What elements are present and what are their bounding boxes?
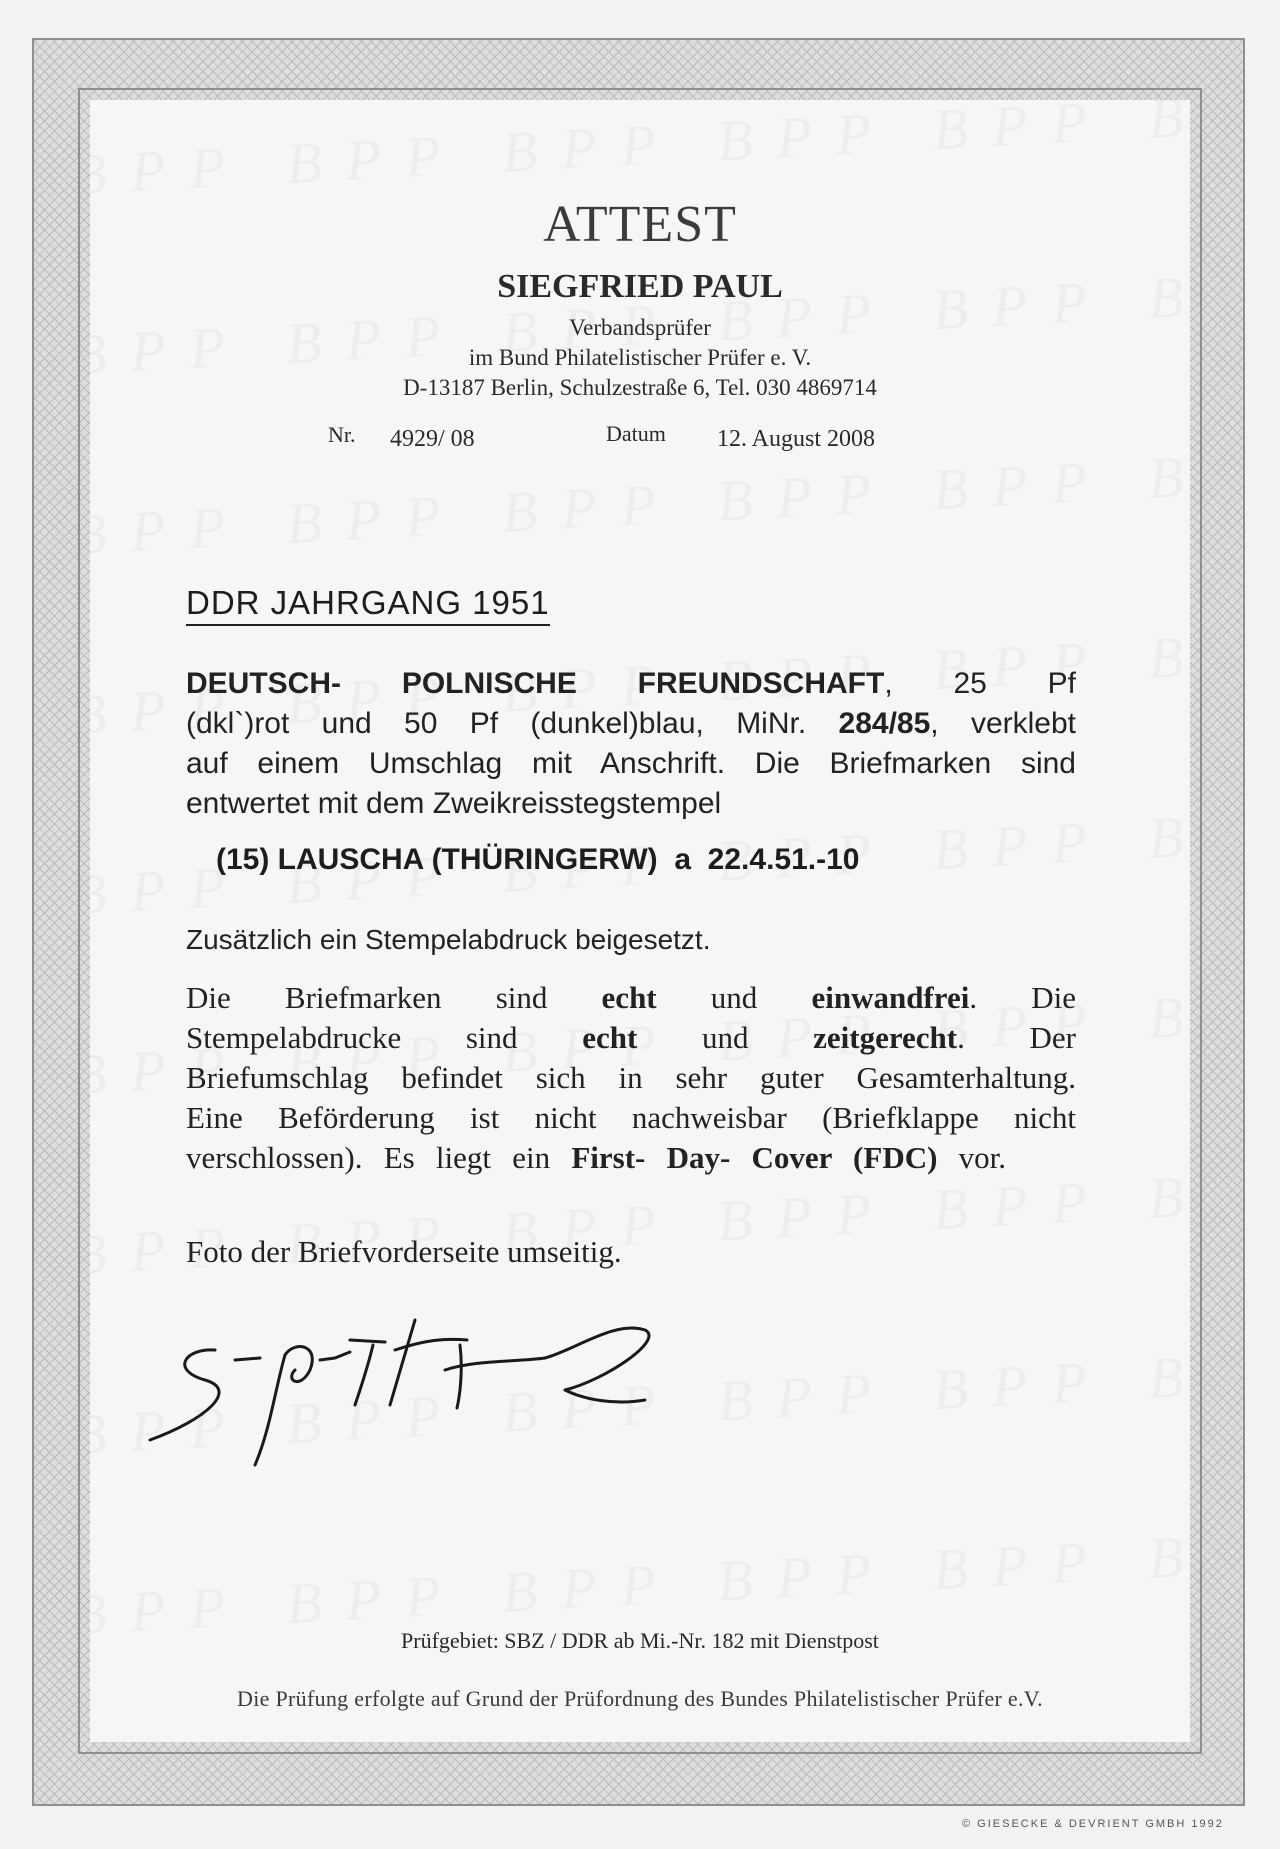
- footer-scope: Prüfgebiet: SBZ / DDR ab Mi.-Nr. 182 mit Dienstpost: [401, 1628, 879, 1653]
- document-title: ATTEST: [543, 196, 737, 253]
- watermark: [90, 439, 1190, 569]
- verdict-line: Briefumschlag befindet sich in sehr guter Gesamterhaltung.: [186, 1060, 1076, 1095]
- date-label: Datum: [606, 421, 666, 446]
- verdict-line: Die Briefmarken sind echt und einwandfrei. Die: [186, 980, 1077, 1015]
- section-heading: DDR JAHRGANG 1951: [186, 584, 550, 626]
- certificate-date: 12. August 2008: [717, 426, 876, 452]
- verdict-line: Eine Beförderung ist nicht nachweisbar (Briefklappe nicht: [186, 1100, 1076, 1135]
- nr-label: Nr.: [328, 422, 356, 447]
- examiner-address: D-13187 Berlin, Schulzestraße 6, Tel. 030 4869714: [403, 375, 877, 400]
- description-line: (dkl`)rot und 50 Pf (dunkel)blau, MiNr. 284/85, verklebt: [186, 707, 1077, 740]
- description-line: auf einem Umschlag mit Anschrift. Die Briefmarken sind: [186, 747, 1076, 780]
- additional-note: Zusätzlich ein Stempelabdruck beigesetzt.: [186, 924, 711, 955]
- examiner-role: Verbandsprüfer: [569, 315, 711, 340]
- photo-note: Foto der Briefvorderseite umseitig.: [186, 1234, 622, 1269]
- examiner-name: SIEGFRIED PAUL: [497, 268, 783, 305]
- certificate-paper: [90, 100, 1190, 1742]
- examiner-association: im Bund Philatelistischer Prüfer e. V.: [468, 345, 812, 370]
- printer-copyright: © GIESECKE & DEVRIENT GMBH 1992: [962, 1818, 1224, 1830]
- watermark: [90, 100, 1190, 208]
- description-line: DEUTSCH- POLNISCHE FREUNDSCHAFT, 25 Pf: [186, 667, 1076, 700]
- signature-image: [145, 1300, 665, 1480]
- verdict-line: Stempelabdrucke sind echt und zeitgerecht. Der: [186, 1020, 1076, 1055]
- postmark-text: (15) LAUSCHA (THÜRINGERW) a 22.4.51.-10: [216, 843, 860, 876]
- footer-basis: Die Prüfung erfolgte auf Grund der Prüfordnung des Bundes Philatelistischer Prüfer e.V.: [237, 1686, 1043, 1711]
- verdict-line: verschlossen). Es liegt ein First- Day- Cover (FDC) vor.: [186, 1140, 1007, 1175]
- description-line: entwertet mit dem Zweikreisstegstempel: [186, 787, 722, 820]
- certificate-number: 4929/ 08: [390, 426, 475, 452]
